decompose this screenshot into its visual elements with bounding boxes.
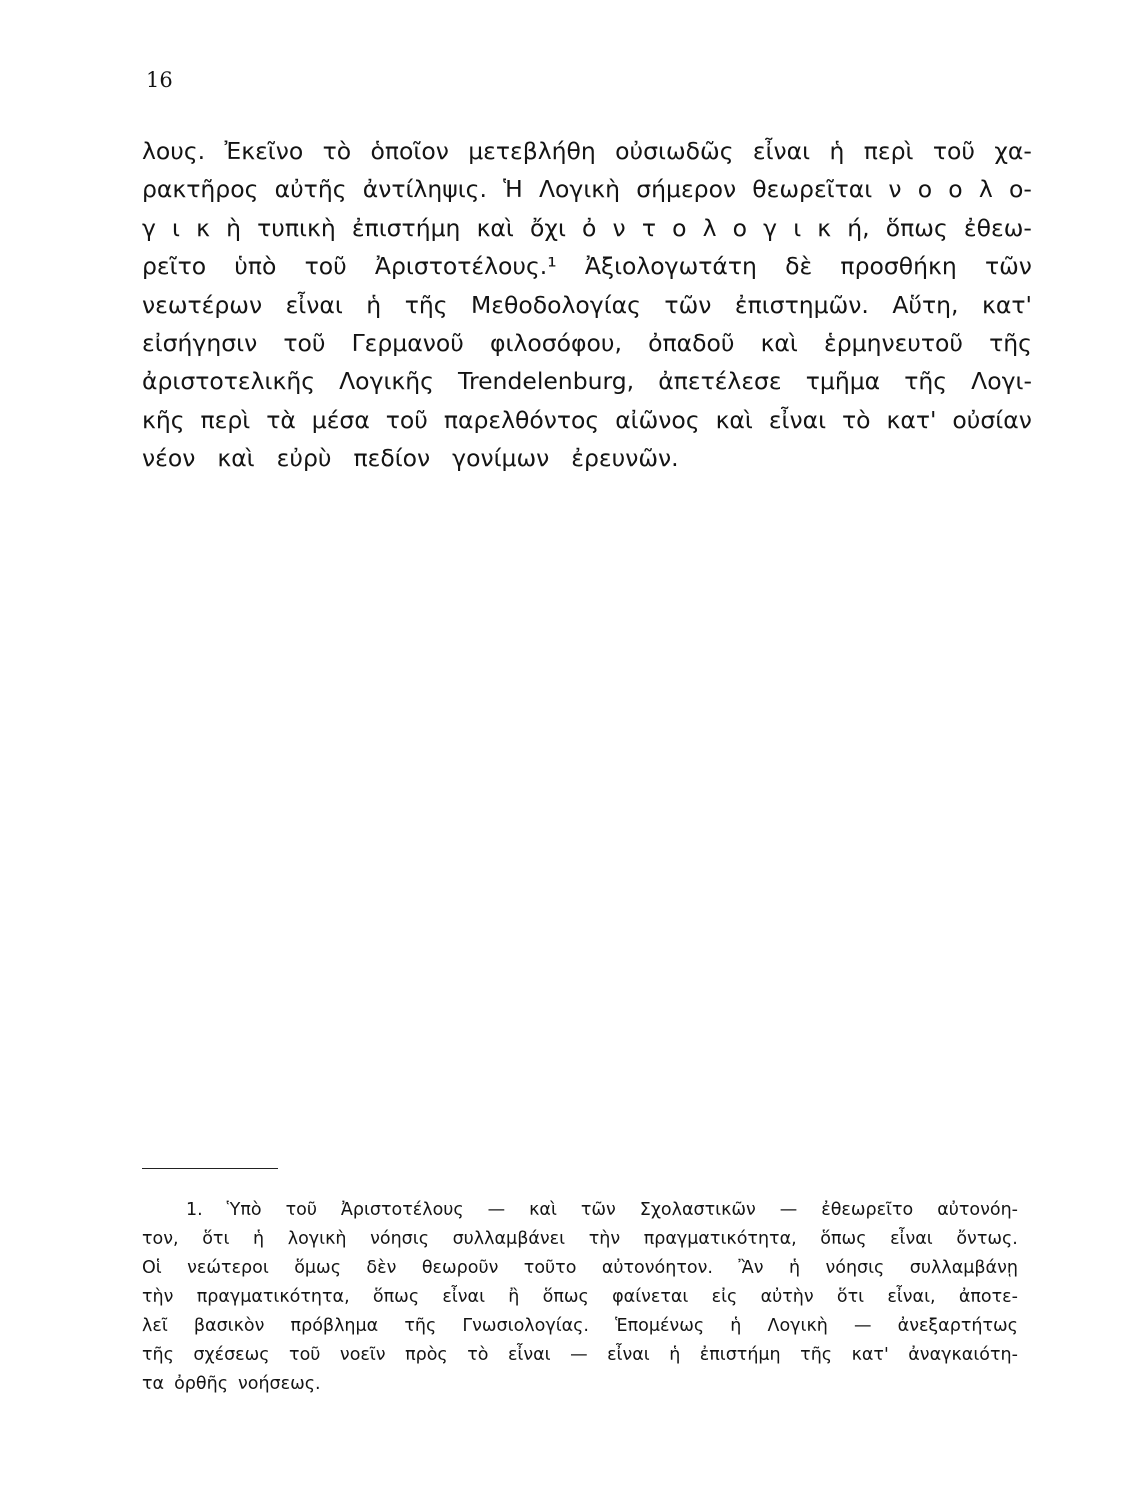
word: ἐθεωρεῖτο bbox=[821, 1200, 914, 1220]
word: εἶναι, bbox=[887, 1287, 936, 1307]
word: ι bbox=[793, 213, 802, 242]
word: ἡ bbox=[788, 1258, 801, 1278]
body-text bbox=[142, 132, 1032, 478]
word: ο bbox=[672, 213, 687, 242]
word: εἶναι bbox=[285, 290, 343, 319]
word: ο bbox=[948, 175, 963, 204]
word: Ἐκεῖνο bbox=[224, 137, 304, 165]
word: εἰς bbox=[711, 1287, 738, 1307]
word: νεωτέρων bbox=[142, 290, 263, 319]
word: λους. bbox=[142, 137, 206, 165]
word: τοῦ bbox=[304, 252, 347, 281]
body-line bbox=[142, 362, 1032, 400]
word: γ bbox=[763, 213, 778, 242]
word: ρεῖτο bbox=[142, 252, 207, 281]
word: νοεῖν bbox=[339, 1345, 386, 1365]
word: τυπικὴ bbox=[257, 213, 336, 242]
word: Μεθοδολογίας bbox=[471, 290, 641, 319]
body-line bbox=[142, 286, 1032, 324]
word: τὴν bbox=[142, 1287, 174, 1307]
word: ἀποτε- bbox=[958, 1287, 1018, 1307]
word: ι bbox=[172, 213, 180, 242]
word: οὐσίαν bbox=[952, 405, 1032, 434]
word: ὁποῖον bbox=[370, 137, 449, 165]
word: νεώτεροι bbox=[187, 1258, 269, 1278]
word: νοήσεως. bbox=[237, 1374, 321, 1394]
word: ὅπως bbox=[542, 1287, 589, 1307]
word: καὶ bbox=[217, 444, 255, 473]
word: εἶναι bbox=[607, 1345, 650, 1365]
word: τῶν bbox=[580, 1200, 616, 1220]
word: χα- bbox=[994, 137, 1032, 165]
word: ὅπως bbox=[820, 1229, 867, 1249]
body-line bbox=[142, 324, 1032, 362]
word: ἀπετέλεσε bbox=[658, 367, 782, 396]
word: ἐθεω- bbox=[963, 213, 1032, 242]
word: Λογικὴ bbox=[767, 1316, 828, 1336]
word: Ἡ bbox=[503, 175, 523, 204]
word: ὀρθῆς bbox=[174, 1374, 228, 1394]
word: γ bbox=[142, 213, 156, 242]
word: δὲ bbox=[785, 252, 813, 281]
word: αἰῶνος bbox=[615, 405, 700, 434]
word: τῆς bbox=[989, 328, 1032, 357]
word: ὅπως bbox=[885, 213, 948, 242]
word: εἰσήγησιν bbox=[142, 328, 258, 357]
word: ἐρευνῶν. bbox=[571, 444, 679, 473]
word: οὐσιωδῶς bbox=[615, 137, 734, 165]
word: ὄντως. bbox=[956, 1229, 1018, 1249]
word: πρόβλημα bbox=[290, 1316, 379, 1336]
word: — bbox=[779, 1200, 798, 1220]
word: ἀνεξαρτήτως bbox=[897, 1316, 1018, 1336]
word: Ἂν bbox=[738, 1258, 764, 1278]
word: καὶ bbox=[529, 1200, 557, 1220]
word: περὶ bbox=[200, 405, 251, 434]
word: θεωρεῖται bbox=[752, 175, 873, 204]
footnote-line bbox=[142, 1196, 1018, 1225]
word: Trendelenburg, bbox=[458, 367, 635, 396]
word: εὐρὺ bbox=[276, 444, 332, 473]
word: κατ' bbox=[886, 405, 937, 434]
word: Γερμανοῦ bbox=[351, 328, 464, 357]
footnote-line bbox=[142, 1283, 1018, 1312]
word: τοῦ bbox=[385, 405, 428, 434]
word: κατ' bbox=[982, 290, 1032, 319]
word: καὶ bbox=[760, 328, 798, 357]
word: ὅτι bbox=[836, 1287, 865, 1307]
word: σχέσεως bbox=[193, 1345, 270, 1365]
word: μέσα bbox=[311, 405, 370, 434]
word: εἶναι bbox=[768, 405, 827, 434]
word: ἢ bbox=[508, 1287, 520, 1307]
word: ή, bbox=[847, 213, 870, 242]
word: τα bbox=[142, 1374, 165, 1394]
word: συλλαμβάνει bbox=[452, 1229, 566, 1249]
word: ἐπιστήμη bbox=[351, 213, 461, 242]
word: τὴν bbox=[588, 1229, 621, 1249]
word: αὐτονόητον. bbox=[601, 1258, 713, 1278]
word: κ bbox=[817, 213, 832, 242]
word: Λογικὴ bbox=[538, 175, 621, 204]
word: τῶν bbox=[664, 290, 712, 319]
word: Ἑπομένως bbox=[615, 1316, 705, 1336]
body-line bbox=[142, 132, 1032, 170]
word: ν bbox=[612, 213, 626, 242]
word: Λογι- bbox=[971, 367, 1032, 396]
word: ὅμως bbox=[294, 1258, 341, 1278]
word: τῆς bbox=[904, 367, 948, 396]
word: βασικὸν bbox=[193, 1316, 265, 1336]
word: ο bbox=[732, 213, 748, 242]
page-number: 16 bbox=[146, 68, 173, 92]
word: λογικὴ bbox=[287, 1229, 347, 1249]
word: ο- bbox=[1008, 175, 1032, 204]
word: λεῖ bbox=[142, 1316, 168, 1336]
word: δὲν bbox=[366, 1258, 397, 1278]
word: ρακτῆρος bbox=[142, 175, 259, 204]
word: κ bbox=[196, 213, 210, 242]
word: νόησις bbox=[370, 1229, 429, 1249]
word: εἶναι bbox=[442, 1287, 485, 1307]
word: ἡ bbox=[253, 1229, 265, 1249]
word: ὴ bbox=[226, 213, 242, 242]
word: Σχολαστικῶν bbox=[639, 1200, 756, 1220]
word: πεδίον bbox=[353, 444, 431, 473]
word: γονίμων bbox=[452, 444, 550, 473]
word: τοῦ bbox=[285, 1200, 317, 1220]
word: περὶ bbox=[863, 137, 914, 165]
word: ἀντίληψις. bbox=[362, 175, 487, 204]
word: ἑρμηνευτοῦ bbox=[824, 328, 964, 357]
word: αὐτονόη- bbox=[937, 1200, 1018, 1220]
word: τὸ bbox=[467, 1345, 489, 1365]
word: — bbox=[854, 1316, 872, 1336]
word: ν bbox=[888, 175, 902, 204]
word: λ bbox=[702, 213, 717, 242]
word: παρελθόντος bbox=[443, 405, 600, 434]
footnote-line bbox=[142, 1312, 1018, 1341]
word: ο bbox=[917, 175, 933, 204]
word: πραγματικότητα, bbox=[196, 1287, 350, 1307]
word: τῶν bbox=[984, 252, 1032, 281]
word: ὅτι bbox=[202, 1229, 230, 1249]
word: σήμερον bbox=[636, 175, 737, 204]
word: κῆς bbox=[142, 405, 185, 434]
word: μετεβλήθη bbox=[468, 137, 596, 165]
word: — bbox=[487, 1200, 506, 1220]
word: — bbox=[570, 1345, 588, 1365]
word: θεωροῦν bbox=[421, 1258, 499, 1278]
word: συλλαμβάνῃ bbox=[909, 1258, 1018, 1278]
word: τὸ bbox=[322, 137, 352, 165]
word: τ bbox=[641, 213, 656, 242]
word: κατ' bbox=[851, 1345, 889, 1365]
body-line bbox=[142, 247, 1032, 285]
word: καὶ bbox=[476, 213, 514, 242]
footnote-separator bbox=[142, 1168, 278, 1169]
word: τῆς bbox=[404, 290, 448, 319]
word: εἶναι bbox=[890, 1229, 933, 1249]
word: 1. bbox=[186, 1200, 203, 1220]
word: αὐτῆς bbox=[274, 175, 347, 204]
word: ἡ bbox=[366, 290, 382, 319]
word: εἶναι bbox=[507, 1345, 551, 1365]
word: ὀ bbox=[582, 213, 597, 242]
word: νέον bbox=[142, 444, 196, 473]
body-line bbox=[142, 439, 1032, 477]
word: ὀπαδοῦ bbox=[648, 328, 735, 357]
word: Λογικῆς bbox=[339, 367, 434, 396]
word: Ἀριστοτέλους.¹ bbox=[374, 252, 557, 281]
word: ὄχι bbox=[530, 213, 566, 242]
word: ἐπιστήμη bbox=[699, 1345, 781, 1365]
word: νόησις bbox=[825, 1258, 885, 1278]
footnote-line bbox=[142, 1370, 1018, 1399]
word: τῆς bbox=[142, 1345, 174, 1365]
word: Ἀξιολογωτάτη bbox=[584, 252, 757, 281]
word: καὶ bbox=[715, 405, 753, 434]
word: πρὸς bbox=[405, 1345, 448, 1365]
word: τοῦ bbox=[932, 137, 975, 165]
word: εἶναι bbox=[752, 137, 811, 165]
word: προσθήκη bbox=[840, 252, 957, 281]
word: αὐτὴν bbox=[760, 1287, 814, 1307]
footnote-line bbox=[142, 1225, 1018, 1254]
footnote-line bbox=[142, 1254, 1018, 1283]
word: πραγματικότητα, bbox=[643, 1229, 797, 1249]
word: ἡ bbox=[730, 1316, 742, 1336]
word: τοῦ bbox=[283, 328, 326, 357]
footnotes bbox=[142, 1196, 1018, 1399]
word: ἡ bbox=[829, 137, 845, 165]
word: ἡ bbox=[669, 1345, 681, 1365]
word: τον, bbox=[142, 1229, 179, 1249]
word: τοῦτο bbox=[523, 1258, 577, 1278]
word: ἐπιστημῶν. bbox=[734, 290, 869, 319]
word: φαίνεται bbox=[612, 1287, 689, 1307]
word: ὑπὸ bbox=[234, 252, 277, 281]
body-line bbox=[142, 209, 1032, 247]
word: τῆς bbox=[404, 1316, 437, 1336]
word: Ὑπὸ bbox=[226, 1200, 262, 1220]
word: Οἱ bbox=[142, 1258, 162, 1278]
word: τμῆμα bbox=[805, 367, 881, 396]
word: ὅπως bbox=[372, 1287, 420, 1307]
word: τὰ bbox=[266, 405, 296, 434]
word: τὸ bbox=[842, 405, 871, 434]
body-line bbox=[142, 401, 1032, 439]
word: ἀναγκαιότη- bbox=[908, 1345, 1018, 1365]
word: Ἀριστοτέλους bbox=[340, 1200, 464, 1220]
word: λ bbox=[978, 175, 993, 204]
word: Αὕτη, bbox=[892, 290, 959, 319]
word: τοῦ bbox=[289, 1345, 321, 1365]
footnote-line bbox=[142, 1341, 1018, 1370]
word: Γνωσιολογίας. bbox=[462, 1316, 589, 1336]
body-line bbox=[142, 170, 1032, 208]
word: ἀριστοτελικῆς bbox=[142, 367, 316, 396]
word: φιλοσόφου, bbox=[489, 328, 622, 357]
word: τῆς bbox=[800, 1345, 833, 1365]
